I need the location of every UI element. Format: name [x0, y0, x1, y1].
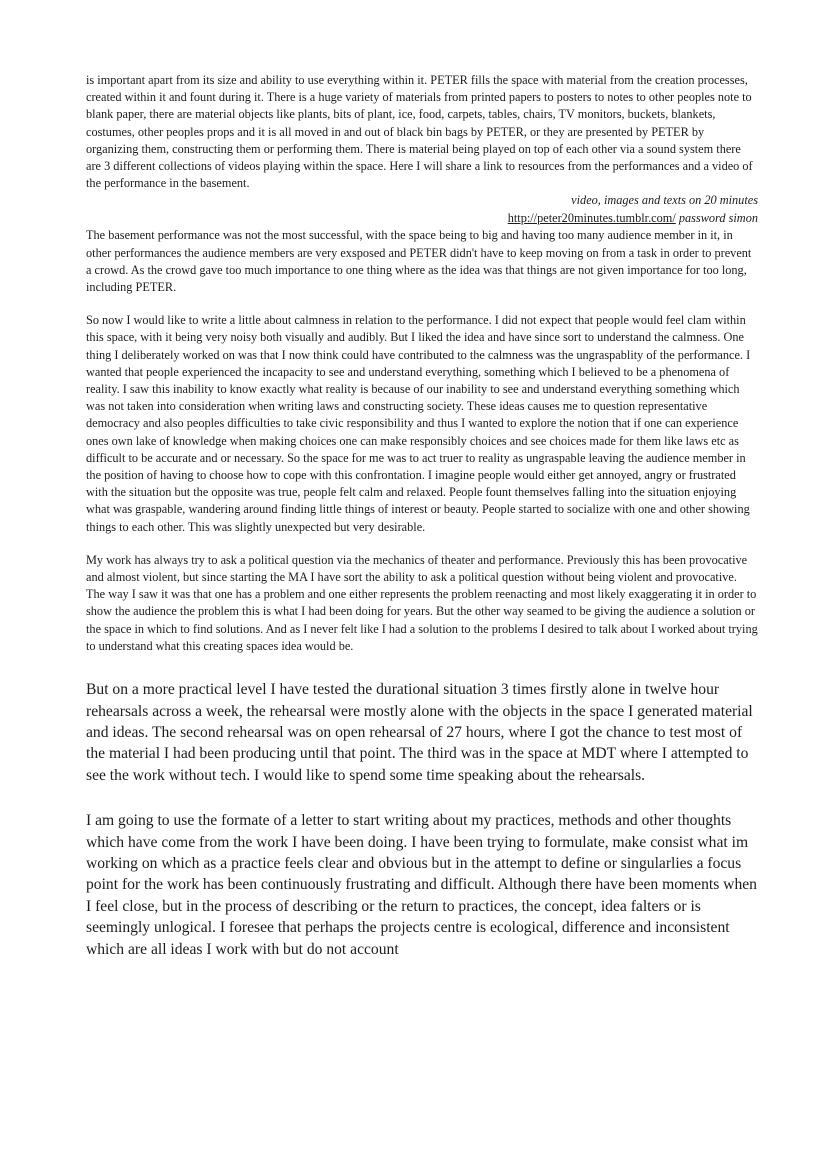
reference-line	[86, 210, 758, 228]
basement-paragraph: The basement performance was not the most successful, with the space being to big and having too many audience member in it, in other performances the audience members are very exsposed and PETER didn't have to keep moving on from a task in order to prevent a crowd. As the crowd gave too much importance to one thing where as the idea was that things are not given importance for too long, including PETER.	[86, 228, 752, 295]
paragraph-gap	[86, 296, 758, 312]
practical-paragraph: But on a more practical level I have tested the durational situation 3 times firstly alone in twelve hour rehearsals across a week, the rehearsal were mostly alone with the objects in the space I generated material and ideas. The second rehearsal was on open rehearsal of 27 hours, where I got the chance to test most of the material I had been producing until that point. The third was in the space at MDT where I attempted to see the work without tech. I would like to spend some time speaking about the rehearsals.	[86, 681, 753, 784]
password-note: password simon	[675, 210, 758, 225]
letter-paragraph: I am going to use the formate of a letter to start writing about my practices, methods and other thoughts which have come from the work I have been doing. I have been trying to formulate, make consist what im working on which as a practice feels clear and obvious but in the attempt to define or singularlies a focus point for the work has been continuously frustrating and difficult. Although there have been moments when I feel close, but in the process of describing or the return to practices, the concept, idea falters or is seemingly unlogical. I foresee that perhaps the projects centre is ecological, difference and inconsistent which are all ideas I work with but do not account	[86, 812, 757, 958]
paragraph-gap	[86, 536, 758, 552]
tumblr-link[interactable]: http://peter20minutes.tumblr.com/	[507, 210, 676, 225]
calmness-paragraph: So now I would like to write a little about calmness in relation to the performance. I did not expect that people would feel clam within this space, with it being very noisy both visually and audibly. But I liked the idea and have since sort to understand the calmness. One thing I deliberately worked on was that I now think could have contributed to the calmness was the ungraspablity of the performance. I wanted that people experienced the incapacity to see and understand everything, something which I believed to be a phenomena of reality. I saw this inability to know exactly what reality is because of our inability to see and understand everything something which was not taken into consideration when writing laws and constructing society. These ideas causes me to question representative democracy and also peoples difficulties to take civic responsibility and thus I wanted to explore the notion that if one can experience ones own lake of knowledge when making choices one can make responsibly choices and see choices made for them like laws etc as difficult to be accurate and or necessary. So the space for me was to act truer to reality as ungraspable leaving the audience member in the position of having to choose how to cope with this confrontation. I imagine people would either get annoyed, angry or frustrated with the situation but the opposite was true, people felt calm and relaxed. People fount themselves falling into the situation enjoying what was graspable, wandering around finding little things of interest or beauty. People started to socialize with one and other showing things to each other. This was slightly unexpected but very desirable.	[86, 313, 751, 534]
paragraph-gap	[86, 655, 758, 679]
political-paragraph: My work has always try to ask a political question via the mechanics of theater and performance. Previously this has been provocative and almost violent, but since starting the MA I have sort the ability to ask a political question without being violent and provocative. The way I saw it was that one has a problem and one either represents the problem reenacting and most likely exaggerating it in order to show the audience the problem this is what I had been doing for years. But the other way seamed to be giving the audience a solution or the space in which to find solutions. And as I never felt like I had a solution to the problems I desired to talk about I worked about trying to understand what this creating spaces idea would be.	[86, 552, 758, 653]
reference-caption: video, images and texts on 20 minutes	[571, 193, 758, 208]
document-page	[86, 72, 758, 960]
intro-paragraph: is important apart from its size and ability to use everything within it. PETER fills the space with material from the creation processes, created within it and fount during it. There is a huge variety of materials from printed papers to posters to notes to other peoples note to blank paper, there are material objects like plants, bits of plant, ice, food, carpets, tables, chairs, TV monitors, buckets, blankets, costumes, other peoples props and it is all moved in and out of black bin bags by PETER, or they are presented by PETER by organizing them, constructing them or performing them. There is material being played on top of each other via a sound system there are 3 different collections of videos playing within the space. Here I will share a link to resources from the performances and a video of the performance in the basement.	[86, 73, 753, 191]
paragraph-gap	[86, 786, 758, 810]
